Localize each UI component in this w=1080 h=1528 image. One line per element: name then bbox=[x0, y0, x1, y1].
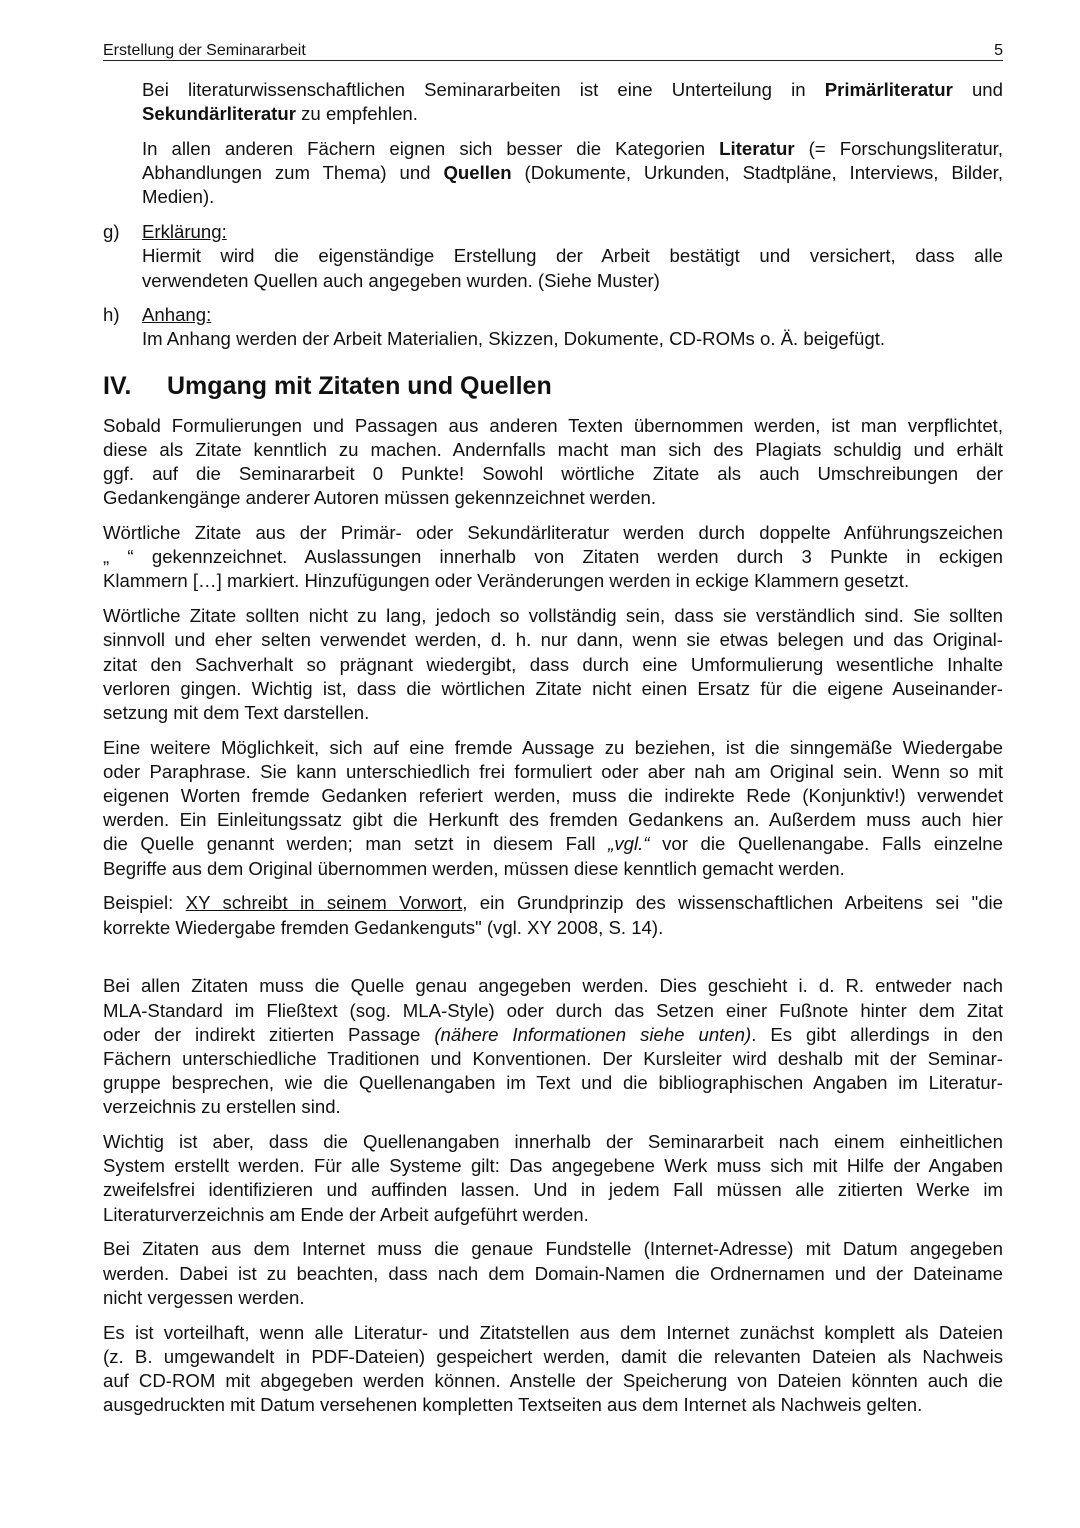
list-item bbox=[103, 303, 1003, 351]
text-line bbox=[103, 1047, 1003, 1071]
text-run: Klammern […] markiert. Hinzufügungen oder Veränderungen werden in eckige Klammern gesetzt. bbox=[103, 570, 910, 592]
text-line bbox=[142, 244, 1003, 268]
text-run: die Quelle genannt werden; man setzt in diesem Fall bbox=[103, 833, 609, 855]
text-line bbox=[142, 161, 1003, 185]
text-run: zu empfehlen. bbox=[295, 103, 418, 125]
paragraph bbox=[103, 736, 1003, 881]
text-line bbox=[103, 1345, 1003, 1369]
text-run: Medien). bbox=[142, 186, 215, 208]
text-run: verwendeten Quellen auch angegeben wurden. (Siehe Muster) bbox=[142, 269, 660, 291]
text-line bbox=[103, 1130, 1003, 1154]
text-line bbox=[103, 1203, 1003, 1227]
text-line bbox=[103, 974, 1003, 998]
text-line bbox=[142, 220, 1003, 244]
text-run: verzeichnis zu erstellen sind. bbox=[103, 1096, 341, 1118]
text-run: Hiermit wird die eigenständige Erstellung der Arbeit bestätigt und versichert, dass alle bbox=[142, 245, 1003, 267]
text-run: ggf. auf die Seminararbeit 0 Punkte! Sowohl wörtliche Zitate als auch Umschreibungen der bbox=[103, 463, 1003, 485]
text-run: nicht vergessen werden. bbox=[103, 1286, 305, 1308]
text-line bbox=[103, 1262, 1003, 1286]
text-run: Eine weitere Möglichkeit, sich auf eine fremde Aussage zu beziehen, ist die sinngemäße Wiedergabe bbox=[103, 736, 1003, 758]
text-line bbox=[142, 102, 1003, 126]
list-item bbox=[103, 220, 1003, 293]
paragraph bbox=[103, 604, 1003, 725]
text-run: verloren gingen. Wichtig ist, dass die wörtlichen Zitate nicht einen Ersatz für die eigene Auseinander- bbox=[103, 677, 1003, 699]
text-line bbox=[103, 1393, 1003, 1417]
text-line bbox=[103, 784, 1003, 808]
emphasized-text: Quellen bbox=[443, 162, 512, 184]
text-line bbox=[103, 1321, 1003, 1345]
emphasized-text: Primärliteratur bbox=[824, 79, 953, 100]
text-run: oder der indirekt zitierten Passage bbox=[103, 1023, 435, 1045]
text-run: Bei allen Zitaten muss die Quelle genau angegeben werden. Dies geschieht i. d. R. entweder nach bbox=[103, 975, 1003, 997]
text-run: oder Paraphrase. Sie kann unterschiedlich frei formuliert oder aber nah am Original sein. Wenn so mit bbox=[103, 760, 1003, 782]
text-line bbox=[103, 832, 1003, 856]
text-line bbox=[103, 1237, 1003, 1261]
text-run: werden. Dabei ist zu beachten, dass nach dem Domain-Namen die Ordnernamen und der Dateiname bbox=[103, 1262, 1003, 1284]
text-run: (z. B. umgewandelt in PDF-Dateien) gespeichert werden, damit die relevanten Dateien als Nachweis bbox=[103, 1345, 1003, 1367]
emphasized-text: Anhang: bbox=[142, 304, 212, 326]
text-run: (= Forschungsliteratur, bbox=[794, 137, 1003, 159]
text-line bbox=[103, 1178, 1003, 1202]
text-run: Abhandlungen zum Thema) und bbox=[142, 162, 444, 184]
emphasized-text: Sekundärliteratur bbox=[142, 103, 296, 125]
text-run: auf CD-ROM mit abgegeben werden können. Anstelle der Speicherung von Dateien könnten auch die bbox=[103, 1369, 1003, 1391]
text-line bbox=[103, 701, 1003, 725]
text-run: Im Anhang werden der Arbeit Materialien, Skizzen, Dokumente, CD-ROMs o. Ä. beigefügt. bbox=[142, 328, 886, 350]
text-run: zitat den Sachverhalt so prägnant wiedergibt, dass durch eine Umformulierung wesentliche Inhalte bbox=[103, 653, 1003, 675]
text-run: vor die Quellenangabe. Falls einzelne bbox=[649, 833, 1003, 855]
text-run: zweifelsfrei identifizieren und auffinden lassen. Und in jedem Fall müssen alle zitierten Werke im bbox=[103, 1179, 1003, 1201]
text-line bbox=[103, 1369, 1003, 1393]
text-line bbox=[142, 327, 1003, 351]
text-line bbox=[103, 521, 1003, 545]
text-run: Fächern unterschiedliche Traditionen und Konventionen. Der Kursleiter wird deshalb mit der Seminar- bbox=[103, 1047, 1003, 1069]
emphasized-text: „vgl.“ bbox=[608, 833, 650, 855]
text-line bbox=[103, 414, 1003, 438]
header-title: Erstellung der Seminararbeit bbox=[103, 42, 306, 59]
emphasized-text: Literatur bbox=[719, 137, 795, 159]
text-run: Begriffe aus dem Original übernommen werden, müssen diese kenntlich gemacht werden. bbox=[103, 857, 845, 879]
text-run: Es ist vorteilhaft, wenn alle Literatur- und Zitatstellen aus dem Internet zunächst komplett als Dateien bbox=[103, 1321, 1003, 1343]
text-run: setzung mit dem Text darstellen. bbox=[103, 701, 370, 723]
text-run: eigenen Worten fremde Gedanken referiert werden, muss die indirekte Rede (Konjunktiv!) verwendet bbox=[103, 785, 1003, 807]
text-line bbox=[103, 438, 1003, 462]
text-line bbox=[142, 78, 1003, 102]
text-line bbox=[103, 916, 1003, 940]
paragraph bbox=[142, 137, 1003, 210]
text-run: korrekte Wiedergabe fremden Gedankenguts" (vgl. XY 2008, S. 14). bbox=[103, 916, 664, 938]
emphasized-text: XY schreibt in seinem Vorwort bbox=[185, 892, 463, 914]
text-line bbox=[103, 1095, 1003, 1119]
paragraph bbox=[103, 1237, 1003, 1310]
text-run: Beispiel: bbox=[103, 892, 186, 914]
text-line bbox=[103, 1071, 1003, 1095]
text-line bbox=[142, 137, 1003, 161]
text-line bbox=[103, 760, 1003, 784]
page-header bbox=[103, 41, 1003, 61]
paragraph bbox=[103, 891, 1003, 939]
text-run: In allen anderen Fächern eignen sich besser die Kategorien bbox=[142, 137, 720, 159]
section-number: IV. bbox=[103, 371, 132, 400]
paragraph bbox=[103, 414, 1003, 511]
text-run: und bbox=[952, 79, 1003, 100]
emphasized-text: Erklärung: bbox=[142, 221, 227, 243]
text-line bbox=[103, 857, 1003, 881]
text-line bbox=[142, 303, 1003, 327]
text-run: Wichtig ist aber, dass die Quellenangaben innerhalb der Seminararbeit nach einem einheitlichen bbox=[103, 1131, 1003, 1153]
text-run: „ “ gekennzeichnet. Auslassungen innerhalb von Zitaten werden durch 3 Punkte in eckigen bbox=[103, 546, 1003, 568]
paragraph bbox=[103, 1321, 1003, 1418]
text-line bbox=[142, 185, 1003, 209]
text-line bbox=[103, 545, 1003, 569]
text-line bbox=[103, 462, 1003, 486]
text-run: Gedankengänge anderer Autoren müssen gekennzeichnet werden. bbox=[103, 487, 657, 509]
text-run: Wörtliche Zitate sollten nicht zu lang, jedoch so vollständig sein, dass sie verständlich sind. Sie sollten bbox=[103, 605, 1003, 627]
text-run: , ein Grundprinzip des wissenschaftlichen Arbeitens sei "die bbox=[462, 892, 1004, 914]
text-run: (Dokumente, Urkunden, Stadtpläne, Interviews, Bilder, bbox=[511, 162, 1003, 184]
text-line bbox=[103, 736, 1003, 760]
text-run: System erstellt werden. Für alle Systeme gilt: Das angegebene Werk muss sich mit Hilfe der Angaben bbox=[103, 1155, 1003, 1177]
text-line bbox=[103, 486, 1003, 510]
document-body bbox=[103, 78, 1003, 1428]
text-run: Literaturverzeichnis am Ende der Arbeit aufgeführt werden. bbox=[103, 1203, 589, 1225]
blank-line bbox=[103, 950, 1003, 974]
text-line bbox=[103, 604, 1003, 628]
text-line bbox=[103, 808, 1003, 832]
text-line bbox=[103, 569, 1003, 593]
paragraph bbox=[142, 78, 1003, 126]
page-number: 5 bbox=[994, 42, 1003, 59]
text-line bbox=[103, 677, 1003, 701]
text-line bbox=[103, 1154, 1003, 1178]
text-line bbox=[103, 653, 1003, 677]
text-run: Sobald Formulierungen und Passagen aus anderen Texten übernommen werden, ist man verpflichtet, bbox=[103, 414, 1003, 436]
list-marker: h) bbox=[103, 304, 120, 326]
text-line bbox=[103, 891, 1003, 915]
paragraph bbox=[103, 974, 1003, 1119]
text-line bbox=[103, 1286, 1003, 1310]
emphasized-text: (nähere Informationen siehe unten) bbox=[434, 1023, 752, 1045]
text-run: Wörtliche Zitate aus der Primär- oder Sekundärliteratur werden durch doppelte Anführungszeichen bbox=[103, 522, 1003, 543]
text-line bbox=[103, 999, 1003, 1023]
paragraph bbox=[103, 1130, 1003, 1227]
paragraph bbox=[103, 521, 1003, 594]
section-title: Umgang mit Zitaten und Quellen bbox=[167, 371, 552, 400]
section-heading bbox=[103, 370, 1003, 402]
text-run: werden. Ein Einleitungssatz gibt die Herkunft des fremden Gedankens an. Außerdem muss auch hier bbox=[103, 809, 1003, 831]
text-run: sinnvoll und eher selten verwendet werden, d. h. nur dann, wenn sie etwas belegen und das Original- bbox=[103, 629, 1003, 651]
text-run: ausgedruckten mit Datum versehenen kompletten Textseiten aus dem Internet als Nachweis gelten. bbox=[103, 1394, 923, 1416]
text-run: diese als Zitate kenntlich zu machen. Andernfalls macht man sich des Plagiats schuldig und erhält bbox=[103, 438, 1003, 460]
text-line bbox=[103, 628, 1003, 652]
text-run: Bei literaturwissenschaftlichen Seminararbeiten ist eine Unterteilung in bbox=[142, 79, 825, 100]
list-marker: g) bbox=[103, 221, 120, 243]
text-run: . Es gibt allerdings in den bbox=[751, 1023, 1003, 1045]
text-run: Bei Zitaten aus dem Internet muss die genaue Fundstelle (Internet-Adresse) mit Datum angegeben bbox=[103, 1238, 1003, 1260]
text-run: MLA-Standard im Fließtext (sog. MLA-Style) oder durch das Setzen einer Fußnote hinter dem Zitat bbox=[103, 999, 1003, 1021]
text-line bbox=[142, 269, 1003, 293]
text-run: gruppe besprechen, wie die Quellenangaben im Text und die bibliographischen Angaben im Literatur- bbox=[103, 1072, 1003, 1094]
text-line bbox=[103, 1023, 1003, 1047]
